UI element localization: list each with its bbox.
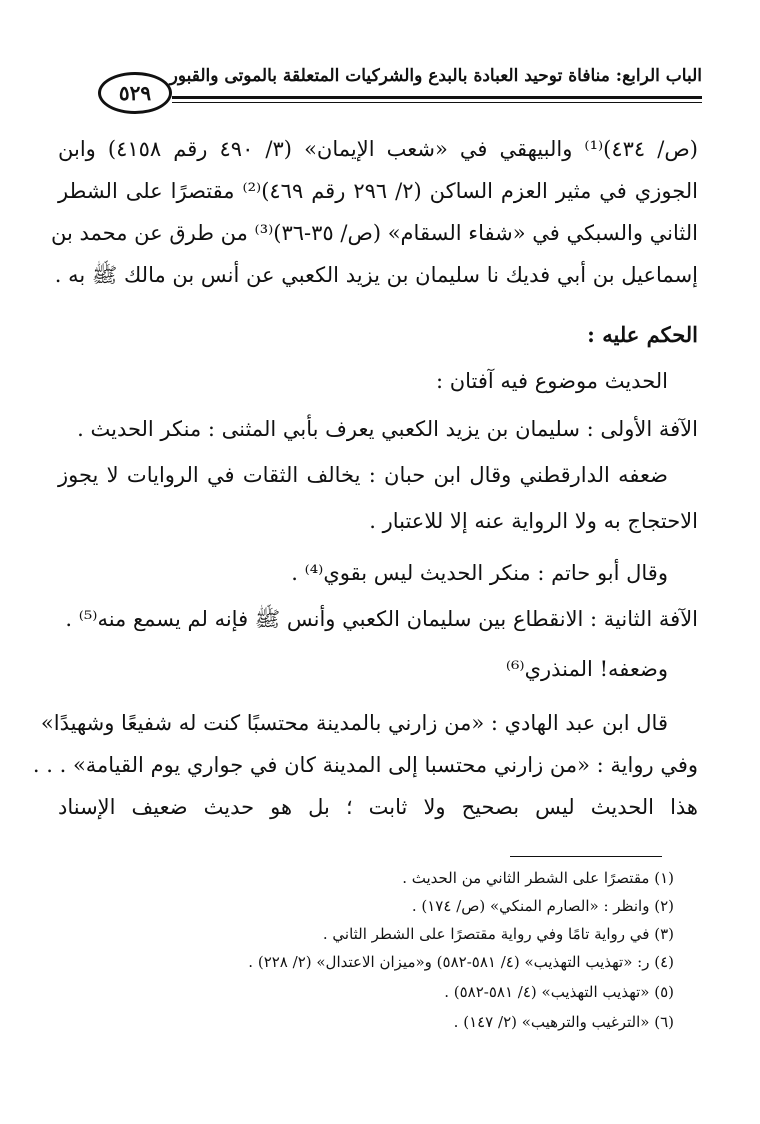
body-line: قال ابن عبد الهادي : «من زارني بالمدينة محتسبًا كنت له شفيعًا وشهيدًا» [40,711,668,735]
body-line: إسماعيل بن أبي فديك نا سليمان بن يزيد الكعبي عن أنس بن مالك ﷺ به . [54,263,698,287]
body-line: وقال أبو حاتم : منكر الحديث ليس بقوي⁽⁴⁾ . [291,561,668,585]
footnote-separator [510,856,662,857]
footnote: (٥) «تهذيب التهذيب» (٤/ ٥٨١-٥٨٢) . [444,983,674,1001]
page-number: ٥٢٩ [118,81,152,105]
running-header: الباب الرابع: منافاة توحيد العبادة بالبدع والشركيات المتعلقة بالموتى والقبور [169,66,702,86]
body-line: الاحتجاج به ولا الرواية عنه إلا للاعتبار . [369,509,698,533]
body-line: الثاني والسبكي في «شفاء السقام» (ص/ ٣٥-٣٦)⁽³⁾ من طرق عن محمد بن [51,221,698,245]
body-line: ضعفه الدارقطني وقال ابن حبان : يخالف الثقات في الروايات لا يجوز [58,463,668,487]
body-line: الجوزي في مثير العزم الساكن (٢/ ٢٩٦ رقم ٤٦٩)⁽²⁾ مقتصرًا على الشطر [58,179,698,203]
footnote: (٦) «الترغيب والترهيب» (٢/ ١٤٧) . [453,1013,674,1031]
body-line: وضعفه! المنذري⁽⁶⁾ [505,657,668,681]
footnote: (٢) وانظر : «الصارم المنكي» (ص/ ١٧٤) . [411,897,674,915]
body-line: (ص/ ٤٣٤)⁽¹⁾ والبيهقي في «شعب الإيمان» (٣/ ٤٩٠ رقم ٤١٥٨) وابن [58,137,698,161]
header-rule-thick [172,96,702,99]
header-rule-thin [172,102,702,103]
footnote: (٣) في رواية تامًا وفي رواية مقتصرًا على الشطر الثاني . [322,925,674,943]
section-heading: الحكم عليه : [587,322,698,347]
body-line: الآفة الثانية : الانقطاع بين سليمان الكعبي وأنس ﷺ فإنه لم يسمع منه⁽⁵⁾ . [65,607,698,631]
body-line: الآفة الأولى : سليمان بن يزيد الكعبي يعرف بأبي المثنى : منكر الحديث . [77,417,698,441]
footnote: (٤) ر: «تهذيب التهذيب» (٤/ ٥٨١-٥٨٢) و«ميزان الاعتدال» (٢/ ٢٢٨) . [248,953,674,971]
body-line: وفي رواية : «من زارني محتسبا إلى المدينة كان في جواري يوم القيامة» . . . [32,753,698,777]
body-line: الحديث موضوع فيه آفتان : [435,369,668,393]
body-line: هذا الحديث ليس بصحيح ولا ثابت ؛ بل هو حديث ضعيف الإسناد [58,795,698,819]
footnote: (١) مقتصرًا على الشطر الثاني من الحديث . [402,869,674,887]
